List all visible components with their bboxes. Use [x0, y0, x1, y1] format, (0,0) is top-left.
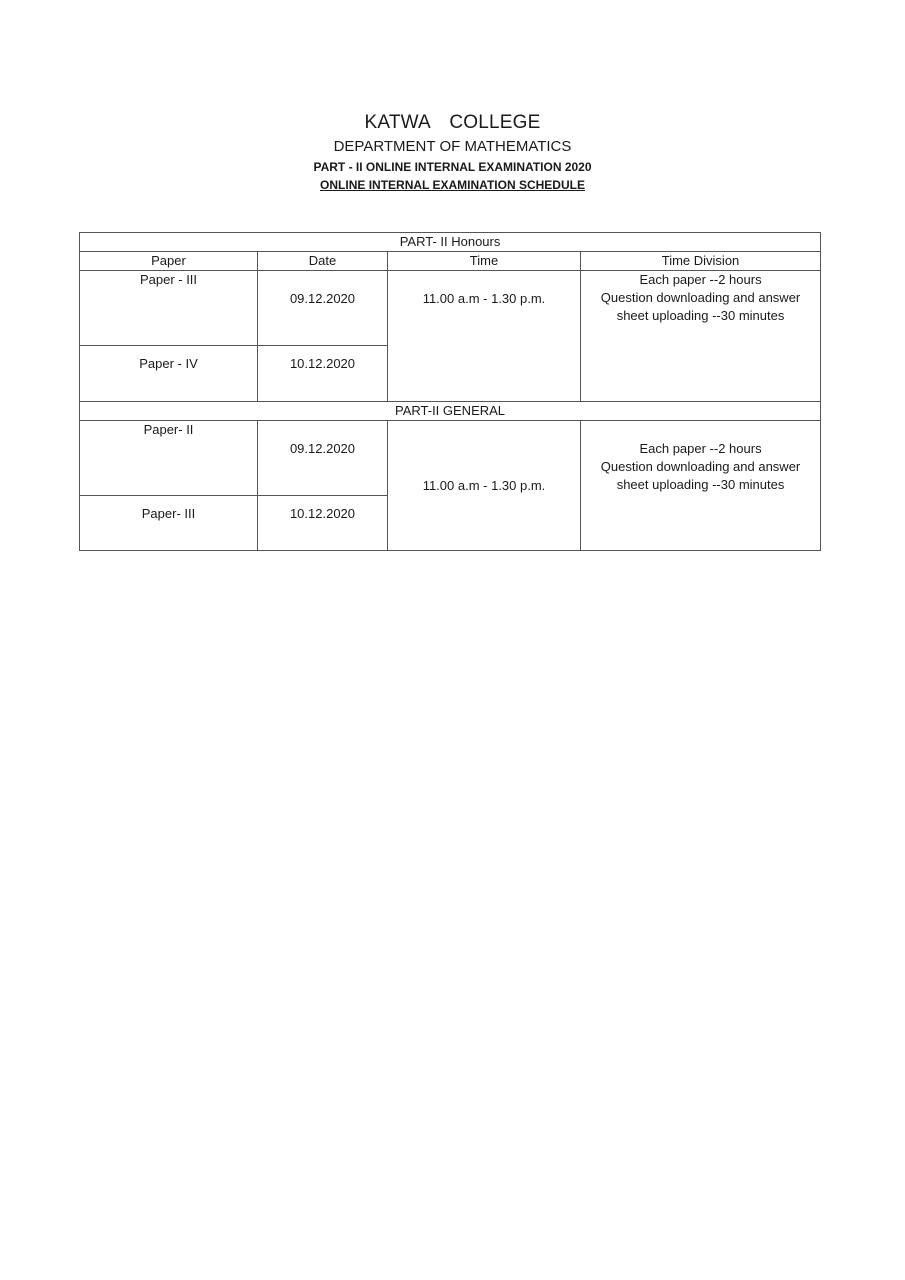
- section-title-honours: PART- II Honours: [80, 233, 821, 252]
- table-row: [80, 421, 821, 496]
- date-cell: 09.12.2020: [258, 271, 388, 346]
- college-name: KATWA COLLEGE: [364, 112, 541, 133]
- division-line: Question downloading and answer: [600, 290, 801, 305]
- division-line: Each paper --2 hours: [639, 441, 762, 456]
- date-cell: 10.12.2020: [258, 496, 388, 551]
- column-header-time: Time: [388, 252, 581, 271]
- document-header: [0, 110, 905, 194]
- table-header-row: [80, 252, 821, 271]
- time-division-cell: [581, 271, 821, 402]
- time-division-cell: [581, 421, 821, 551]
- column-header-paper: Paper: [80, 252, 258, 271]
- exam-title: PART - II ONLINE INTERNAL EXAMINATION 2020: [313, 160, 592, 174]
- paper-cell: Paper- II: [80, 421, 258, 496]
- department-name: DEPARTMENT OF MATHEMATICS: [333, 138, 572, 155]
- division-line: Question downloading and answer: [600, 459, 801, 474]
- paper-cell: Paper - IV: [80, 346, 258, 402]
- division-line: sheet uploading --30 minutes: [616, 308, 785, 323]
- schedule-title: ONLINE INTERNAL EXAMINATION SCHEDULE: [320, 178, 585, 192]
- date-cell: 10.12.2020: [258, 346, 388, 402]
- time-cell: 11.00 a.m - 1.30 p.m.: [388, 421, 581, 551]
- time-cell: 11.00 a.m - 1.30 p.m.: [388, 271, 581, 402]
- date-cell: 09.12.2020: [258, 421, 388, 496]
- column-header-time-division: Time Division: [581, 252, 821, 271]
- column-header-date: Date: [258, 252, 388, 271]
- division-line: sheet uploading --30 minutes: [616, 477, 785, 492]
- paper-cell: Paper- III: [80, 496, 258, 551]
- paper-cell: Paper - III: [80, 271, 258, 346]
- schedule-table: [79, 232, 821, 551]
- table-row: [80, 271, 821, 346]
- section-title-general: PART-II GENERAL: [80, 402, 821, 421]
- division-line: Each paper --2 hours: [639, 272, 762, 287]
